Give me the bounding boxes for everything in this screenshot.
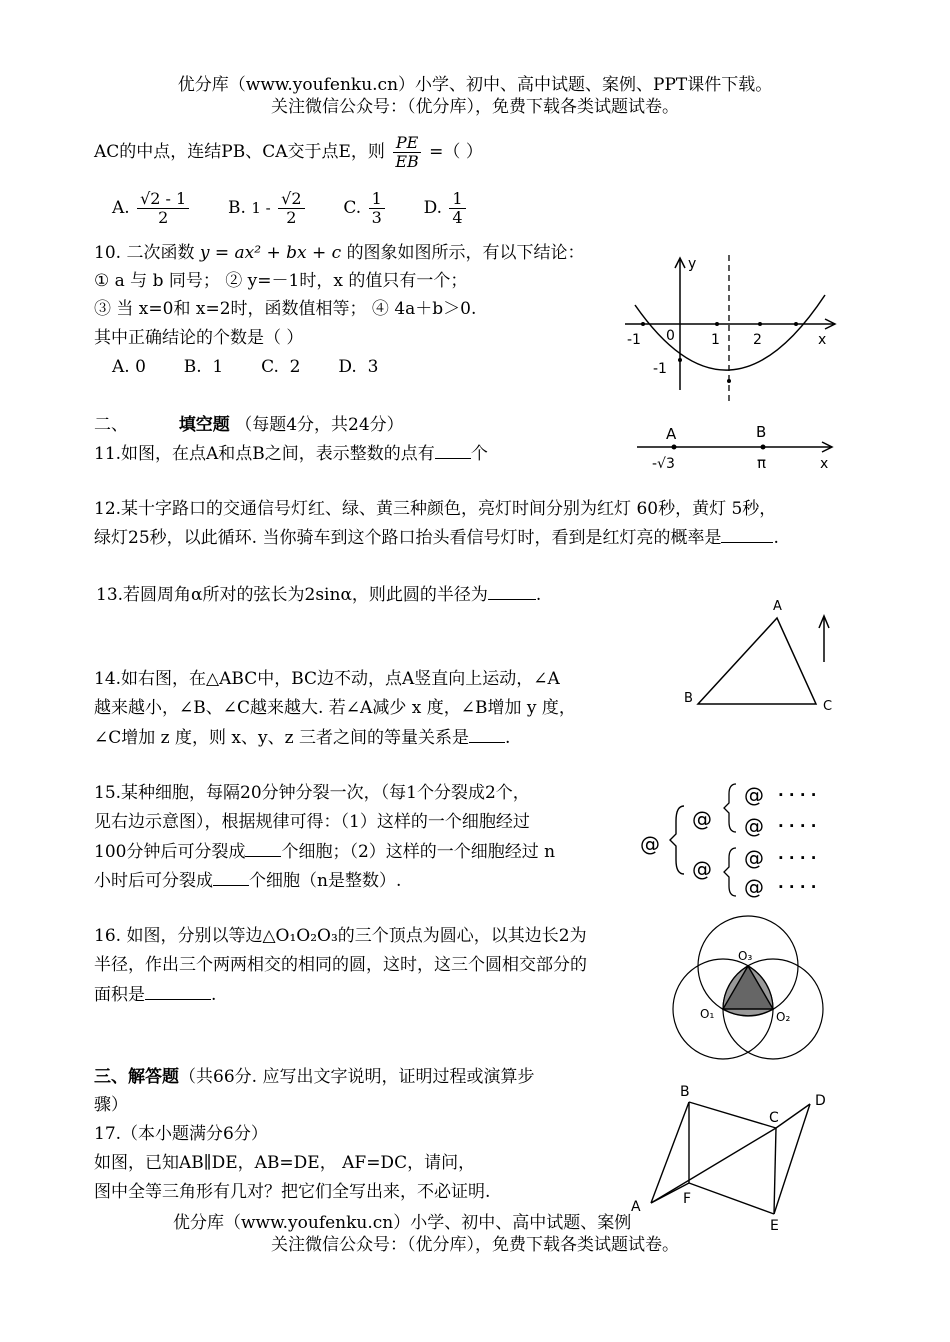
q14-line-2: 越来越小，∠B、∠C越来越大. 若∠A减少 x 度，∠B增加 y 度， (94, 698, 576, 718)
y-neg1: -1 (653, 361, 667, 377)
header-line-2: 关注微信公众号：（优分库），免费下载各类试题试卷。 (271, 97, 679, 117)
q15-line-4-pre: 小时后可分裂成 (94, 871, 213, 891)
q15-line-4-post: 个细胞（n是整数）. (249, 871, 402, 891)
q16-three-circles-figure (672, 914, 832, 1059)
point-b (761, 445, 766, 450)
triangle-abc (698, 618, 816, 704)
cell-level2-3: @ (744, 846, 764, 870)
q17-geometry-figure (626, 1078, 836, 1233)
dots-2: · · · · (778, 817, 817, 835)
q11-text (94, 442, 488, 465)
point (641, 322, 645, 326)
footer-line-2: 关注微信公众号：（优分库），免费下载各类试题试卷。 (271, 1235, 679, 1255)
footer-line-1: 优分库（www.youfenku.cn）小学、初中、高中试题、案例 (173, 1213, 632, 1233)
q10-intro-pre: 10. 二次函数 (94, 243, 195, 263)
q10-intro-post: 的图象如图所示，有以下结论： (346, 243, 585, 263)
label-b: B (680, 1084, 690, 1100)
point (758, 322, 762, 326)
q9-opt-d-label: D. (423, 198, 442, 218)
cell-level2-1: @ (744, 783, 764, 807)
label-pi: π (757, 454, 767, 472)
q10-options: A. 0 B. 1 C. 2 D. 3 (112, 357, 379, 377)
segment-cd (776, 1104, 810, 1128)
q10-formula: y = ax² + bx + c (199, 243, 342, 263)
q14-blank (469, 726, 505, 743)
point-a (672, 445, 677, 450)
q17-line-1: 如图，已知AB∥DE，AB=DE， AF=DC，请问， (94, 1153, 476, 1173)
q10-conclusion-2: ③ 当 x=0和 x=2时，函数值相等； ④ 4a＋b＞0. (94, 299, 477, 319)
dots-3: · · · · (778, 849, 817, 867)
q9-prefix: AC的中点，连结PB、CA交于点E，则 (94, 142, 385, 162)
q17-head: 17.（本小题满分6分） (94, 1124, 268, 1144)
q10-parabola-graph (620, 250, 845, 405)
q16-line-3-pre: 面积是 (94, 985, 145, 1005)
section-3-title: 三、解答题 (94, 1067, 179, 1087)
q14-line-1: 14.如右图，在△ABC中，BC边不动，点A竖直向上运动，∠A (94, 669, 560, 689)
label-o3: O₃ (738, 949, 753, 963)
q9-frac-num: PE (393, 134, 421, 153)
label-d: D (815, 1093, 826, 1109)
label-f: F (683, 1191, 692, 1207)
cell-level1-bottom: @ (692, 857, 712, 881)
point (715, 322, 719, 326)
q9-frac-den: EB (395, 152, 419, 171)
tick-0: 0 (666, 328, 675, 344)
q14-end: . (504, 728, 511, 748)
q12-blank (721, 526, 773, 543)
section-2-title: 填空题 (178, 415, 230, 435)
q15-line-1: 15.某种细胞，每隔20分钟分裂一次，（每1个分裂成2个， (94, 783, 530, 803)
q15-blank-1 (245, 840, 281, 857)
segment-fe (689, 1183, 774, 1214)
section-2-heading (94, 414, 404, 436)
q9-opt-a-label: A. (112, 198, 130, 218)
tick-1: 1 (711, 332, 720, 348)
q13-text (96, 583, 541, 606)
q9-options (112, 188, 468, 228)
q12-line-2-text: 绿灯25秒，以此循环. 当你骑车到这个路口抬头看信号灯时，看到是红灯亮的概率是 (94, 528, 722, 548)
q9-opt-c-num: 1 (369, 190, 385, 209)
q11-text-pre: 11.如图，在点A和点B之间，表示整数的点有 (94, 444, 435, 464)
q12-line-1: 12.某十字路口的交通信号灯红、绿、黄三种颜色，亮灯时间分别为红灯 60秒，黄灯 5秒， (94, 499, 777, 519)
dots-4: · · · · (778, 878, 817, 896)
q15-blank-2 (213, 869, 249, 886)
q12-line-2 (94, 526, 779, 549)
q15-line-3-post: 个细胞；（2）这样的一个细胞经过 n (281, 842, 556, 862)
y-label: y (688, 256, 697, 272)
q9-opt-d-frac (449, 190, 465, 227)
cell-root: @ (640, 832, 660, 856)
q10-conclusion-1: ① a 与 b 同号； ② y=－1时，x 的值只有一个； (94, 271, 468, 291)
q9-opt-a-den: 2 (158, 208, 169, 227)
q11-number-line (632, 420, 842, 475)
section-3-heading (94, 1066, 534, 1088)
segment-de (774, 1104, 810, 1214)
cell-level2-2: @ (744, 814, 764, 838)
q14-line-3-text: ∠C增加 z 度，则 x、y、z 三者之间的等量关系是 (94, 728, 469, 748)
header-line-1: 优分库（www.youfenku.cn）小学、初中、高中试题、案例、PPT课件下载。 (177, 75, 773, 95)
q15-line-3-pre: 100分钟后可分裂成 (94, 842, 246, 862)
tick-neg1: -1 (627, 332, 641, 348)
q9-opt-d-num: 1 (449, 190, 465, 209)
q9-opt-b-frac (278, 190, 304, 227)
segment-ce (774, 1128, 776, 1214)
q16-end: . (211, 985, 217, 1005)
label-x: x (820, 456, 829, 472)
q13-blank (488, 583, 536, 600)
cell-level1-top: @ (692, 807, 712, 831)
q14-line-3 (94, 726, 510, 749)
q11-text-post: 个 (470, 444, 488, 464)
q9-opt-c-label: C. (343, 198, 362, 218)
label-neg-sqrt3: -√3 (652, 456, 675, 472)
cell-level2-4: @ (744, 875, 764, 899)
q11-blank (435, 442, 471, 459)
q15-line-2: 见右边示意图），根据规律可得：（1）这样的一个细胞经过 (94, 812, 530, 832)
q15-cell-division-figure (636, 776, 841, 901)
q9-opt-b-den: 2 (286, 208, 297, 227)
tick-2: 2 (753, 332, 762, 348)
brace-bottom (724, 848, 736, 896)
q9-opt-d-den: 4 (452, 208, 463, 227)
label-e: E (770, 1218, 779, 1234)
q10-question: 其中正确结论的个数是（ ） (94, 328, 304, 348)
vertex-c: C (823, 699, 833, 714)
q9-opt-c-frac (369, 190, 385, 227)
vertex-a: A (773, 599, 782, 614)
q9-opt-a-num: √2 - 1 (137, 190, 189, 209)
q16-blank (145, 983, 211, 1000)
q9-opt-c-den: 3 (371, 208, 382, 227)
label-c: C (769, 1110, 779, 1126)
brace-top (724, 784, 736, 832)
q13-end: . (535, 585, 542, 605)
q15-line-4 (94, 869, 401, 892)
q9-opt-b-num: √2 (278, 190, 304, 209)
q17-line-2: 图中全等三角形有几对？把它们全写出来，不必证明. (94, 1182, 491, 1202)
segment-ab (651, 1102, 689, 1203)
q16-line-2: 半径，作出三个两两相交的相同的圆，这时，这三个圆相交部分的 (94, 955, 587, 975)
label-a: A (631, 1199, 641, 1215)
label-b: B (756, 423, 767, 441)
vertex-b: B (684, 691, 693, 706)
section-3-note-cont: 骤） (94, 1095, 128, 1115)
q16-line-1: 16. 如图，分别以等边△O₁O₂O₃的三个顶点为圆心，以其边长2为 (94, 926, 587, 946)
x-label: x (818, 332, 827, 348)
q13-text-pre: 13.若圆周角α所对的弦长为2sinα，则此圆的半径为 (96, 585, 488, 605)
q15-line-3 (94, 840, 555, 863)
q9-fraction (392, 134, 421, 171)
label-o2: O₂ (776, 1010, 791, 1024)
section-2-number: 二、 (94, 415, 128, 435)
q9-stem (94, 132, 483, 172)
q9-opt-a-frac (137, 190, 189, 227)
segment-bc (689, 1102, 776, 1128)
dots-1: · · · · (778, 786, 817, 804)
label-a: A (666, 425, 677, 443)
vertex-point (727, 379, 731, 383)
q9-opt-b-label: B. (228, 198, 246, 218)
parabola-curve (635, 295, 825, 370)
point (678, 358, 682, 362)
q12-end: . (773, 528, 779, 548)
brace-main (670, 806, 684, 874)
point (794, 322, 798, 326)
q9-opt-b-pre: 1 - (251, 199, 271, 217)
section-3-note: （共66分. 应写出文字说明，证明过程或演算步 (179, 1067, 535, 1087)
q14-triangle-figure (680, 596, 850, 716)
q10-intro (94, 242, 585, 264)
section-2-note: （每题4分，共24分） (235, 415, 404, 435)
q16-line-3 (94, 983, 216, 1006)
label-o1: O₁ (700, 1007, 715, 1021)
q9-suffix: =（ ） (429, 142, 483, 162)
